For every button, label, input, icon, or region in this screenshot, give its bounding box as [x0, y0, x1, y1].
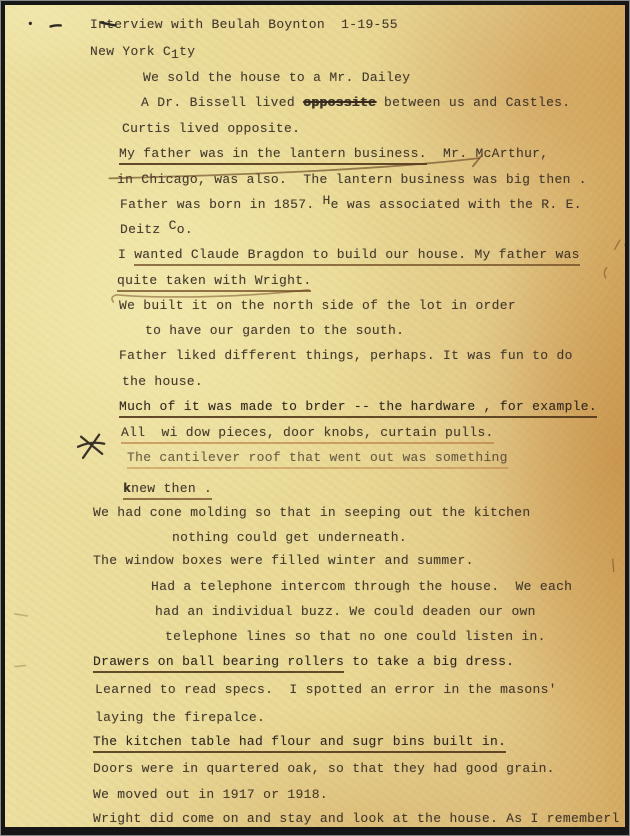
typed-line [93, 812, 620, 826]
typed-text-segment: Interview with Beulah Boynton 1-19-55 [90, 17, 398, 32]
typed-text-segment: in Chicago, was also. The lantern business was big then . [117, 172, 587, 187]
typed-text-segment: new then . [131, 482, 212, 500]
typed-line [119, 147, 548, 165]
typed-text-segment: laying the firepalce. [95, 710, 266, 725]
typed-line [118, 248, 580, 266]
typed-text-segment: We sold the house to a Mr. Dailey [143, 70, 411, 85]
typed-text-segment: ty [179, 44, 196, 59]
typed-text-segment: Father liked different things, perhaps. It was fun to do [119, 348, 573, 363]
typed-line [123, 482, 212, 500]
typed-line [93, 506, 530, 520]
typed-text-segment: C [168, 218, 177, 233]
typed-line [93, 735, 506, 753]
typed-line [119, 299, 516, 313]
typed-text-segment: I [118, 247, 135, 262]
typed-line [90, 18, 398, 32]
typed-line [95, 711, 265, 725]
typed-line [127, 451, 508, 469]
typed-line [151, 580, 572, 594]
typed-line [93, 554, 474, 568]
typed-text-segment: 1 [171, 47, 180, 62]
typed-line [122, 122, 300, 136]
typed-text-segment: Learned to read specs. I spotted an error in the masons' [95, 682, 557, 697]
typed-text-segment: Curtis lived opposite. [122, 121, 301, 136]
typed-text-segment: We had cone molding so that in seeping out the kitchen [93, 505, 531, 520]
typed-text-segment: had an individual buzz. We could deaden our own [155, 604, 536, 619]
typed-text-segment: Father was born in 1857. [120, 197, 323, 212]
typed-line [165, 630, 546, 644]
typed-line [93, 655, 514, 673]
typed-text-segment: Deitz [120, 222, 169, 237]
typed-text-segment: Mr. McArthur, [426, 146, 549, 161]
typed-line [122, 375, 203, 389]
typed-line [90, 44, 196, 62]
typed-line [117, 173, 587, 187]
typed-text-layer [5, 5, 625, 827]
struck-out-word: oppossite [303, 95, 376, 110]
typed-text-segment: The kitchen table had flour and sugr bins built in. [93, 735, 506, 753]
typed-text-segment: Drawers on ball bearing rollers [93, 655, 344, 673]
typed-text-segment: to have our garden to the south. [145, 323, 405, 338]
typed-text-segment: wanted Claude Bragdon to build our house. My father was [134, 248, 580, 266]
typed-line [120, 193, 582, 212]
typed-text-segment: Wright did come on and stay and look at the house. As I rememberl [93, 811, 620, 826]
typed-text-segment: to take a big dress. [344, 654, 515, 669]
typed-line [117, 274, 311, 292]
typed-text-segment: The window boxes were filled winter and summer. [93, 553, 474, 568]
typed-line [145, 324, 404, 338]
typed-line [141, 96, 570, 110]
typed-text-segment: All wi dow pieces, door knobs, curtain pulls. [121, 426, 494, 444]
typewriter-paper [5, 5, 625, 827]
typed-line [155, 605, 536, 619]
typed-line [93, 788, 328, 802]
typed-text-segment: A Dr. Bissell lived [141, 95, 304, 110]
typed-text-segment: Much of it was made to brder -- the hardware , for example. [119, 400, 597, 418]
typed-line [93, 762, 555, 776]
typed-text-segment: My father was in the lantern business. [119, 147, 427, 165]
typed-text-segment: We built it on the north side of the lot in order [119, 298, 516, 313]
typed-line [95, 683, 557, 697]
typed-text-segment: H [322, 193, 331, 208]
typed-line [119, 400, 597, 418]
typed-line [143, 71, 410, 85]
typed-line [120, 218, 193, 237]
typed-text-segment: The cantilever roof that went out was something [127, 451, 508, 469]
typed-text-segment: Had a telephone intercom through the house. We each [151, 579, 573, 594]
typed-text-segment: between us and Castles. [375, 95, 571, 110]
typed-text-segment: telephone lines so that no one could listen in. [165, 629, 546, 644]
typed-text-segment: New York C [90, 44, 172, 59]
typed-text-segment: o. [176, 222, 193, 237]
typed-text-segment: k [123, 482, 131, 500]
typed-text-segment: the house. [122, 374, 204, 389]
typed-line [121, 426, 494, 444]
typed-text-segment: Doors were in quartered oak, so that they had good grain. [93, 761, 555, 776]
typed-text-segment: We moved out in 1917 or 1918. [93, 787, 328, 802]
typed-text-segment: e was associated with the R. E. [330, 197, 582, 212]
typed-line [119, 349, 573, 363]
typed-text-segment: nothing could get underneath. [172, 530, 407, 545]
typed-line [172, 531, 407, 545]
typed-text-segment: quite taken with Wright. [117, 274, 311, 292]
